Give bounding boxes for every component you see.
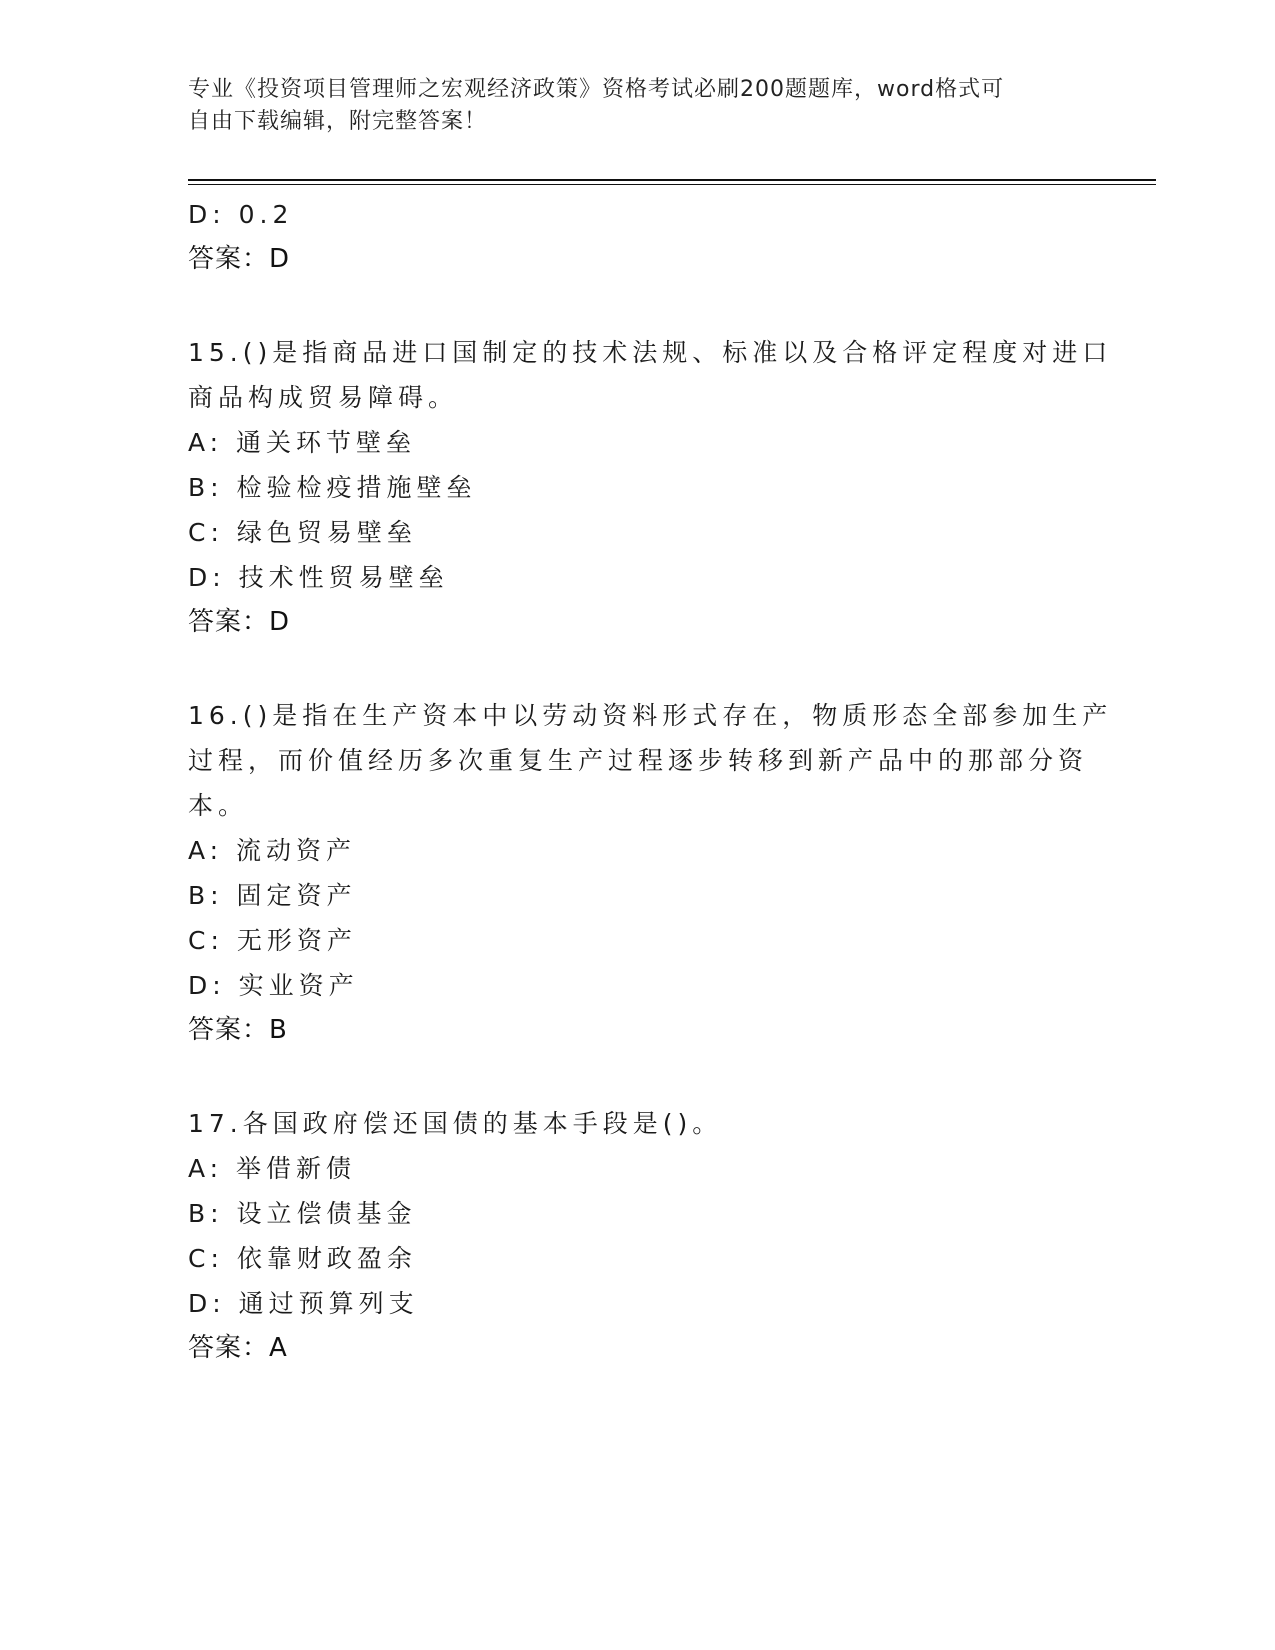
answer-line: 答案：B [188, 1015, 288, 1045]
option-d: D: 0.2 [188, 200, 294, 229]
stem-line: 本。 [188, 791, 249, 820]
stem-line: 16.()是指在生产资本中以劳动资料形式存在，物质形态全部参加生产 [188, 701, 1113, 730]
question-list [188, 192, 1113, 1371]
option-c: C: 绿色贸易壁垒 [188, 518, 417, 547]
option-d: D: 实业资产 [188, 971, 359, 1000]
spacer [188, 645, 1088, 693]
option-b: B: 设立偿债基金 [188, 1199, 417, 1228]
header-line-2: 自由下载编辑，附完整答案！ [188, 109, 488, 134]
question-16 [188, 693, 1113, 1053]
header-line-1: 专业《投资项目管理师之宏观经济政策》资格考试必刷200题题库，word格式可 [188, 77, 1005, 102]
spacer [188, 282, 1088, 330]
option-a: A: 举借新债 [188, 1154, 357, 1183]
stem-line: 17.各国政府偿还国债的基本手段是()。 [188, 1109, 723, 1138]
stem-line: 过程，而价值经历多次重复生产过程逐步转移到新产品中的那部分资 [188, 746, 1089, 775]
answer-line: 答案：A [188, 1333, 288, 1363]
previous-question-tail [188, 192, 1088, 282]
option-c: C: 依靠财政盈余 [188, 1244, 417, 1273]
question-15 [188, 330, 1113, 645]
question-stem [188, 330, 1113, 420]
spacer [188, 1053, 1088, 1101]
question-17 [188, 1101, 1088, 1371]
option-b: B: 固定资产 [188, 881, 357, 910]
stem-line: 15.()是指商品进口国制定的技术法规、标准以及合格评定程度对进口 [188, 338, 1113, 367]
option-c: C: 无形资产 [188, 926, 357, 955]
page-header [188, 74, 1088, 138]
header-divider-thin [188, 184, 1156, 185]
answer-line: 答案：D [188, 607, 291, 637]
option-b: B: 检验检疫措施壁垒 [188, 473, 477, 502]
option-d: D: 通过预算列支 [188, 1289, 419, 1318]
question-stem [188, 693, 1113, 828]
option-a: A: 通关环节壁垒 [188, 428, 417, 457]
option-d: D: 技术性贸易壁垒 [188, 563, 449, 592]
header-divider-thick [188, 179, 1156, 181]
option-a: A: 流动资产 [188, 836, 357, 865]
answer-line: 答案：D [188, 244, 291, 274]
stem-line: 商品构成贸易障碍。 [188, 383, 459, 412]
question-stem [188, 1101, 1088, 1146]
